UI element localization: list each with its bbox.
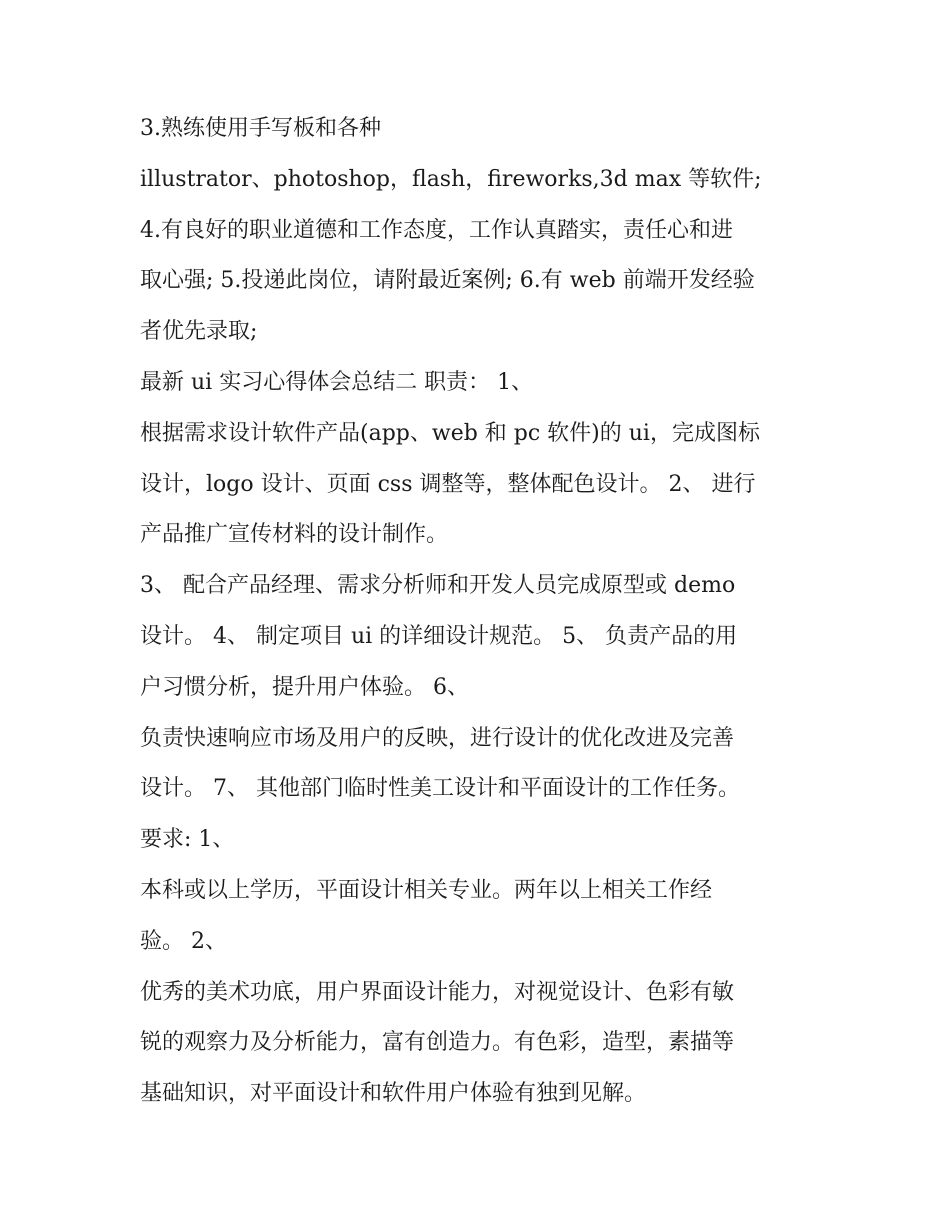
text-line: 基础知识，对平面设计和软件用户体验有独到见解。	[140, 1081, 647, 1107]
text-line: 户习惯分析，提升用户体验。 6、	[140, 674, 469, 700]
text-line: 验。 2、	[140, 928, 227, 954]
text-line: 4.有良好的职业道德和工作态度，工作认真踏实，责任心和进	[140, 217, 733, 243]
document-body	[140, 104, 820, 1120]
text-line: 要求: 1、	[140, 827, 235, 853]
section-heading: 最新 ui 实习心得体会总结二 职责： 1、	[140, 369, 534, 395]
text-line: 负责快速响应市场及用户的反映，进行设计的优化改进及完善	[140, 725, 735, 751]
text-line: 取心强; 5.投递此岗位，请附最近案例; 6.有 web 前端开发经验	[140, 268, 755, 294]
text-line: illustrator、photoshop，flash，fireworks,3d max 等软件;	[140, 166, 762, 192]
text-line: 3.熟练使用手写板和各种	[140, 116, 381, 141]
text-line: 设计。 7、 其他部门临时性美工设计和平面设计的工作任务。	[140, 776, 740, 802]
text-line: 设计，logo 设计、页面 css 调整等，整体配色设计。 2、 进行	[140, 471, 756, 497]
text-line: 设计。 4、 制定项目 ui 的详细设计规范。 5、 负责产品的用	[140, 623, 738, 649]
text-line: 本科或以上学历，平面设计相关专业。两年以上相关工作经	[140, 877, 713, 903]
text-line: 3、 配合产品经理、需求分析师和开发人员完成原型或 demo	[140, 573, 736, 599]
text-line: 根据需求设计软件产品(app、web 和 pc 软件)的 ui，完成图标	[140, 420, 760, 446]
text-line: 优秀的美术功底，用户界面设计能力，对视觉设计、色彩有敏	[140, 979, 735, 1005]
text-line: 锐的观察力及分析能力，富有创造力。有色彩，造型，素描等	[140, 1030, 735, 1056]
text-line: 者优先录取;	[140, 319, 258, 345]
text-line: 产品推广宣传材料的设计制作。	[140, 522, 449, 548]
